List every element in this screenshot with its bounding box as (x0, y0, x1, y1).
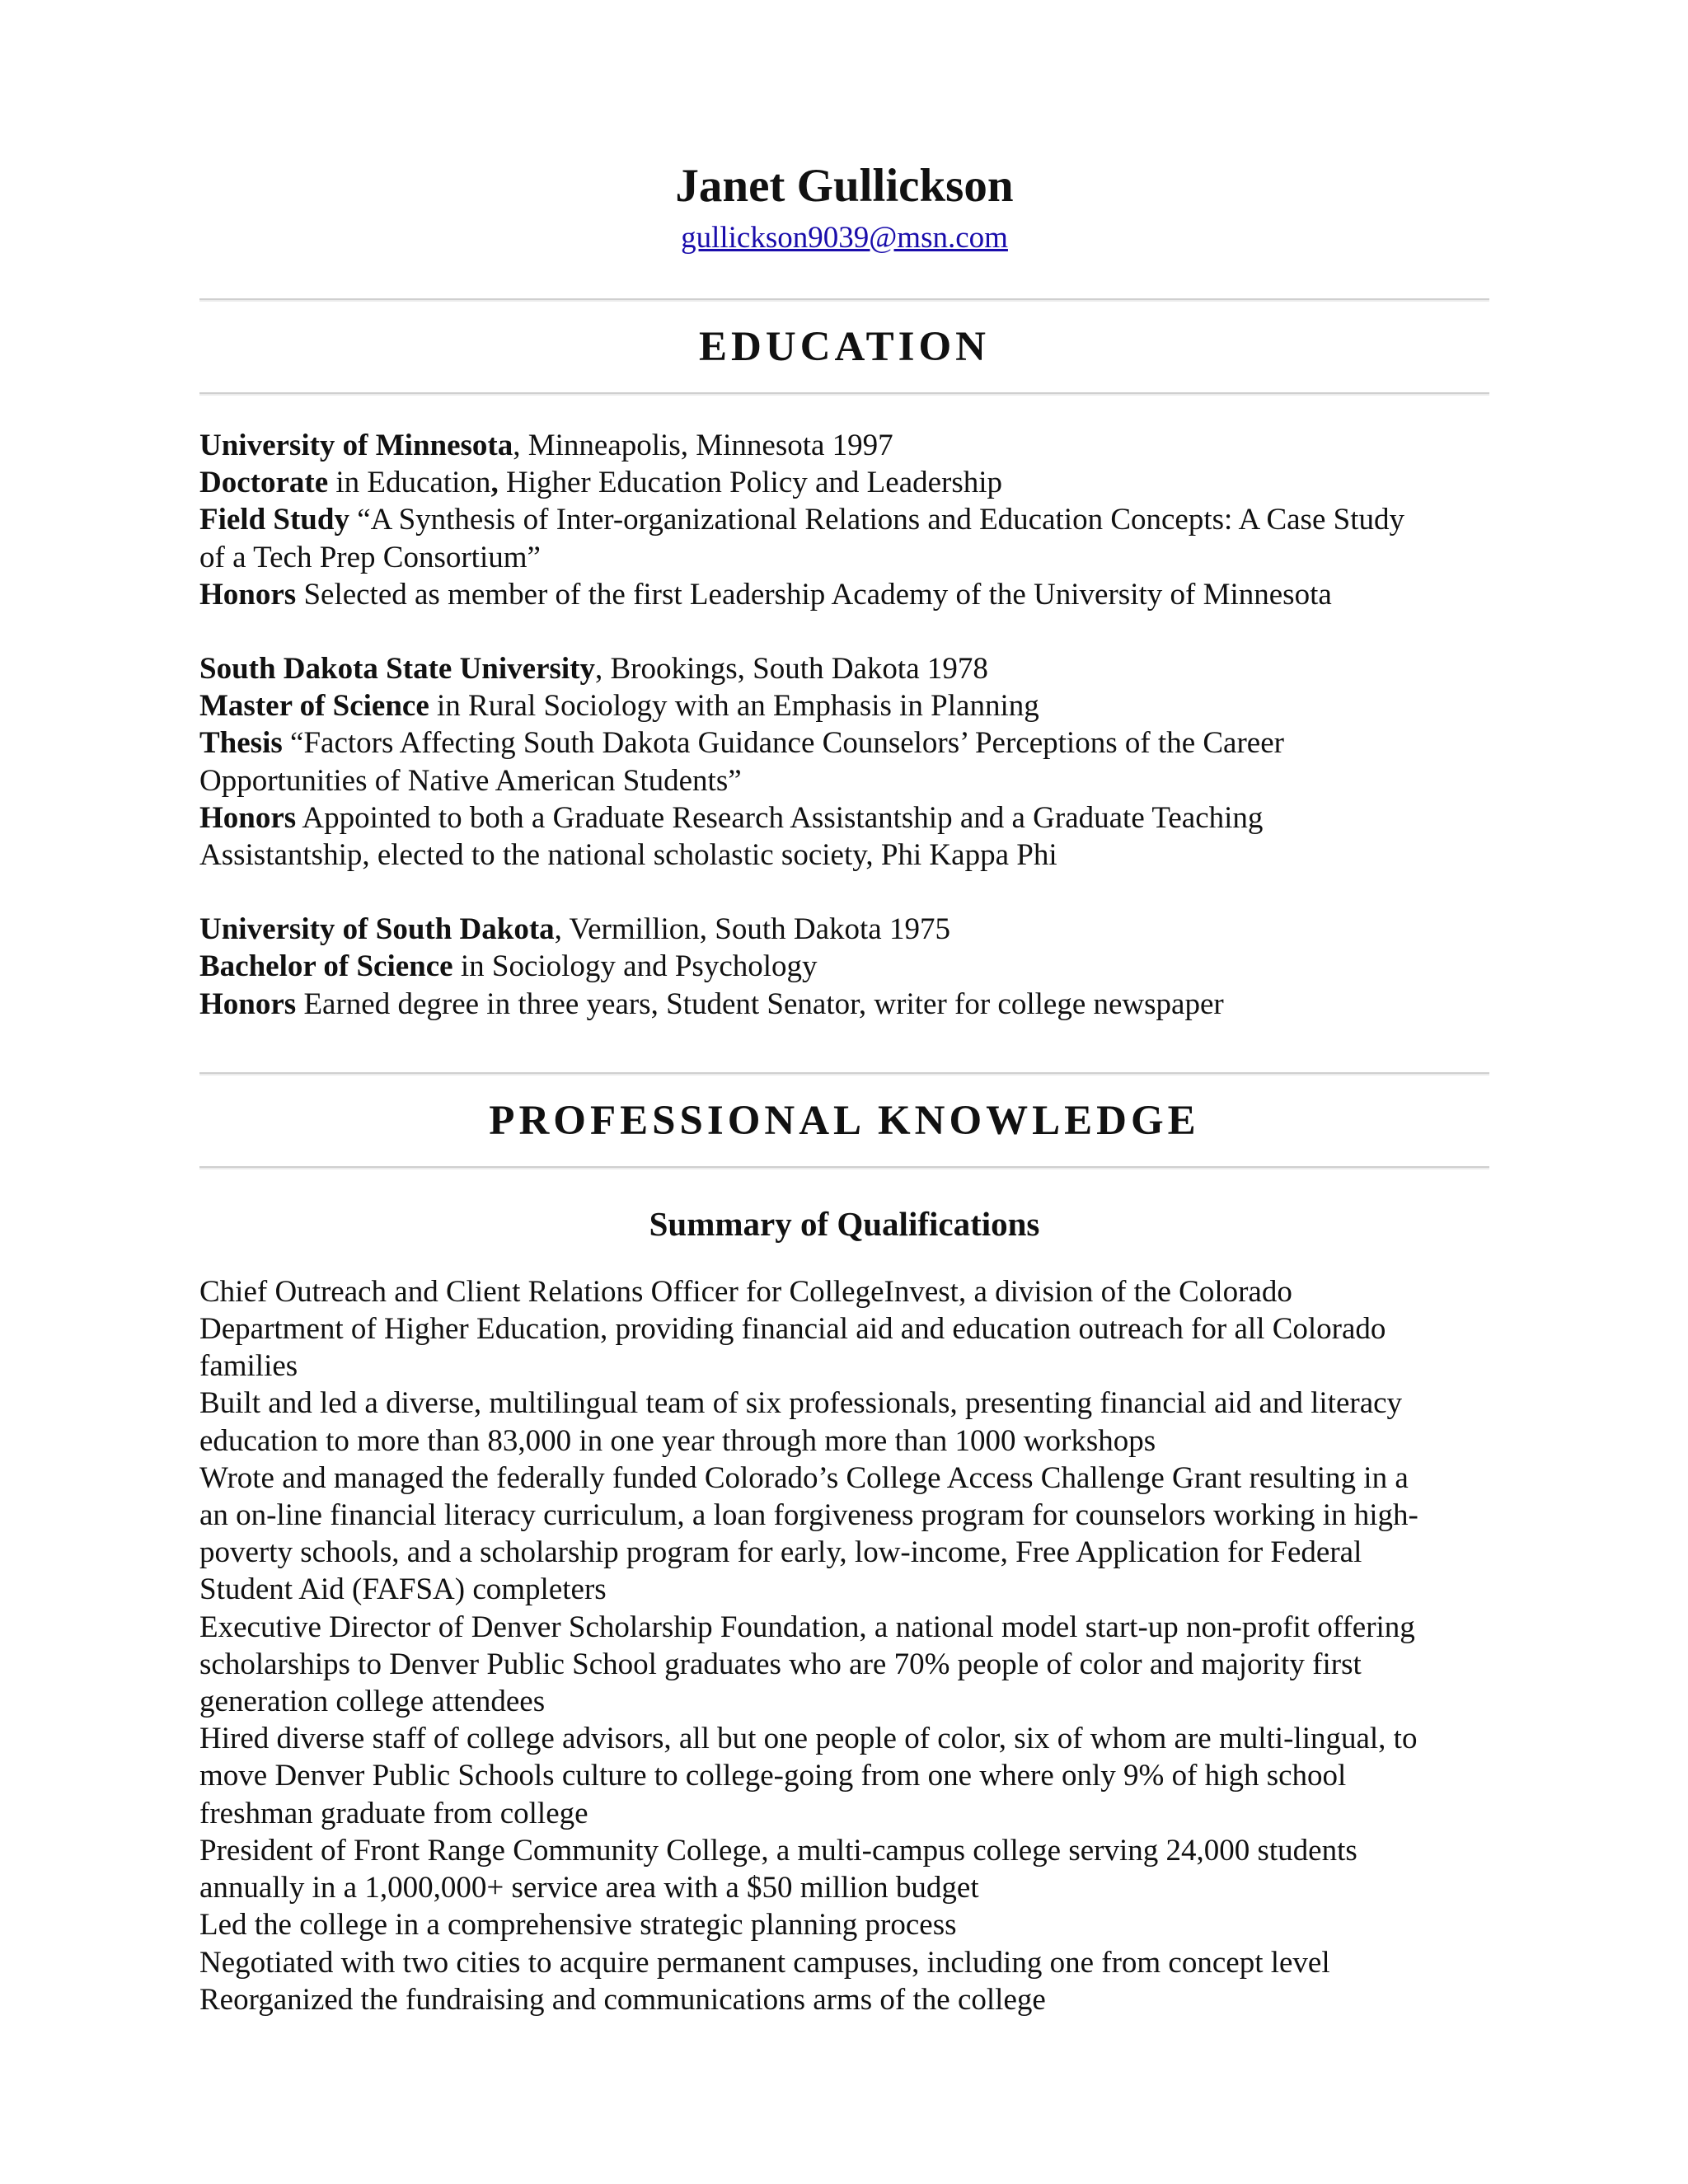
degree-line (199, 464, 1489, 501)
qualification-line: education to more than 83,000 in one year through more than 1000 workshops (199, 1423, 1156, 1458)
school-location: , Brookings, South Dakota 1978 (595, 652, 988, 687)
honors-line: Assistantship, elected to the national scholastic society, Phi Kappa Phi (199, 838, 1057, 873)
field-study-label: Field Study (199, 503, 349, 537)
degree-text: in Education (328, 466, 491, 500)
honors-text: Selected as member of the first Leadership Academy of the University of Minnesota (296, 577, 1332, 612)
degree-label: Bachelor of Science (199, 949, 453, 984)
qualification-line: generation college attendees (199, 1685, 546, 1719)
school-line (199, 427, 1489, 464)
honors-line (199, 799, 1489, 837)
resume-page (199, 153, 1489, 2018)
qualification-line: Hired diverse staff of college advisors, all but one people of color, six of whom are multi-lingual, to (199, 1722, 1418, 1756)
education-entry (199, 427, 1489, 613)
qualification-line: President of Front Range Community College, a multi-campus college serving 24,000 students (199, 1833, 1357, 1868)
qualifications-subheading: Summary of Qualifications (649, 1204, 1040, 1243)
honors-text: Earned degree in three years, Student Senator, writer for college newspaper (296, 987, 1224, 1021)
education-entry (199, 911, 1489, 1023)
honors-line (199, 986, 1489, 1023)
school-line (199, 650, 1489, 687)
professional-heading: PROFESSIONAL KNOWLEDGE (489, 1097, 1200, 1144)
school-location: , Minneapolis, Minnesota 1997 (513, 429, 893, 462)
thesis-line (199, 724, 1489, 762)
school-name: University of South Dakota (199, 912, 555, 947)
qualification-line: Led the college in a comprehensive strategic planning process (199, 1908, 957, 1943)
degree-label: Master of Science (199, 689, 429, 724)
honors-line (199, 576, 1489, 613)
field-study-line (199, 501, 1489, 538)
person-name: Janet Gullickson (675, 160, 1014, 212)
degree-text: in Sociology and Psychology (452, 949, 818, 984)
field-study-text: “A Synthesis of Inter-organizational Relations and Education Concepts: A Case Study (349, 503, 1404, 537)
qualification-line: Student Aid (FAFSA) completers (199, 1572, 607, 1607)
qualification-line: Department of Higher Education, providing financial aid and education outreach for all Colorado (199, 1312, 1386, 1347)
honors-label: Honors (199, 800, 297, 835)
qualification-line: scholarships to Denver Public School graduates who are 70% people of color and majority first (199, 1647, 1362, 1681)
education-heading: EDUCATION (699, 324, 990, 370)
qualifications-list (199, 1273, 1489, 2018)
qualification-line: Negotiated with two cities to acquire permanent campuses, including one from concept level (199, 1945, 1330, 1980)
degree-line (199, 948, 1489, 985)
education-entry (199, 650, 1489, 874)
qualification-line: Executive Director of Denver Scholarship Foundation, a national model start-up non-profit offering (199, 1610, 1415, 1644)
email-link[interactable]: gullickson9039@msn.com (681, 221, 1008, 255)
qualification-line: freshman graduate from college (199, 1796, 588, 1830)
qualification-line: Chief Outreach and Client Relations Officer for CollegeInvest, a division of the Colorado (199, 1274, 1292, 1309)
qualification-line: move Denver Public Schools culture to college-going from one where only 9% of high school (199, 1759, 1347, 1793)
qualification-line: annually in a 1,000,000+ service area with a $50 million budget (199, 1871, 979, 1905)
qualification-line: families (199, 1349, 298, 1384)
email-line (199, 219, 1489, 257)
thesis-line: Opportunities of Native American Students” (199, 763, 742, 798)
thesis-text: “Factors Affecting South Dakota Guidance Counselors’ Perceptions of the Career (282, 726, 1284, 761)
qualification-line: Reorganized the fundraising and communications arms of the college (199, 1982, 1046, 2017)
field-study-line: of a Tech Prep Consortium” (199, 540, 541, 574)
degree-text: Higher Education Policy and Leadership (498, 466, 1003, 500)
qualification-line: poverty schools, and a scholarship program for early, low-income, Free Application for Federal (199, 1535, 1362, 1570)
school-line (199, 911, 1489, 948)
honors-text: Appointed to both a Graduate Research Assistantship and a Graduate Teaching (296, 800, 1264, 835)
qualification-line: an on-line financial literacy curriculum, a loan forgiveness program for counselors working in high- (199, 1498, 1418, 1533)
degree-label: Doctorate (199, 466, 329, 500)
school-name: University of Minnesota (199, 429, 513, 462)
degree-line (199, 687, 1489, 724)
school-location: , Vermillion, South Dakota 1975 (554, 912, 950, 947)
degree-text: in Rural Sociology with an Emphasis in Planning (429, 689, 1039, 724)
school-name: South Dakota State University (199, 652, 595, 687)
honors-label: Honors (199, 577, 297, 612)
degree-comma: , (490, 466, 499, 500)
honors-label: Honors (199, 987, 297, 1021)
qualification-line: Wrote and managed the federally funded Colorado’s College Access Challenge Grant resulting in a (199, 1460, 1409, 1495)
thesis-label: Thesis (199, 726, 283, 761)
qualification-line: Built and led a diverse, multilingual team of six professionals, presenting financial aid and literacy (199, 1386, 1403, 1421)
